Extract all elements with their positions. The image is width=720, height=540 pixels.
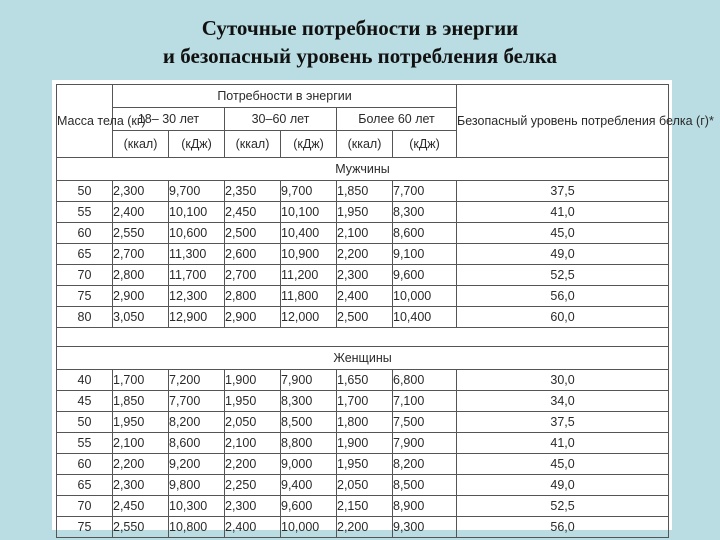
- energy-cell: 1,900: [225, 370, 281, 391]
- energy-cell: 10,000: [281, 517, 337, 538]
- protein-cell: 37,5: [457, 412, 669, 433]
- slide-title: [0, 14, 720, 70]
- energy-cell: 2,700: [225, 265, 281, 286]
- mass-cell: 50: [57, 181, 113, 202]
- age-group-header: 18– 30 лет: [113, 108, 225, 131]
- energy-cell: 2,800: [225, 286, 281, 307]
- energy-cell: 10,600: [169, 223, 225, 244]
- title-line-2: и безопасный уровень потребления белка: [162, 44, 558, 68]
- energy-cell: 1,700: [337, 391, 393, 412]
- energy-cell: 2,400: [337, 286, 393, 307]
- energy-cell: 2,700: [113, 244, 169, 265]
- table-row: [57, 391, 669, 412]
- unit-header: (кДж): [393, 131, 457, 158]
- energy-cell: 2,050: [225, 412, 281, 433]
- mass-cell: 50: [57, 412, 113, 433]
- energy-cell: 9,300: [393, 517, 457, 538]
- energy-cell: 8,900: [393, 496, 457, 517]
- energy-cell: 7,900: [393, 433, 457, 454]
- age-group-header: 30–60 лет: [225, 108, 337, 131]
- mass-cell: 60: [57, 454, 113, 475]
- energy-cell: 9,100: [393, 244, 457, 265]
- energy-cell: 11,800: [281, 286, 337, 307]
- unit-header: (ккал): [113, 131, 169, 158]
- protein-cell: 52,5: [457, 265, 669, 286]
- energy-cell: 1,650: [337, 370, 393, 391]
- energy-cell: 2,200: [337, 244, 393, 265]
- mass-cell: 60: [57, 223, 113, 244]
- women-section-label: Женщины: [57, 347, 669, 370]
- energy-cell: 8,300: [393, 202, 457, 223]
- energy-cell: 2,500: [225, 223, 281, 244]
- energy-cell: 2,300: [337, 265, 393, 286]
- energy-cell: 2,400: [113, 202, 169, 223]
- energy-cell: 7,100: [393, 391, 457, 412]
- energy-cell: 2,200: [113, 454, 169, 475]
- energy-cell: 2,550: [113, 517, 169, 538]
- energy-cell: 2,250: [225, 475, 281, 496]
- protein-cell: 49,0: [457, 244, 669, 265]
- men-section-row: [57, 158, 669, 181]
- energy-cell: 8,300: [281, 391, 337, 412]
- mass-cell: 75: [57, 517, 113, 538]
- energy-cell: 9,200: [169, 454, 225, 475]
- table-row: [57, 517, 669, 538]
- energy-cell: 8,200: [169, 412, 225, 433]
- energy-cell: 7,200: [169, 370, 225, 391]
- energy-cell: 2,200: [337, 517, 393, 538]
- energy-cell: 2,450: [113, 496, 169, 517]
- energy-cell: 11,300: [169, 244, 225, 265]
- energy-cell: 12,300: [169, 286, 225, 307]
- energy-cell: 2,100: [337, 223, 393, 244]
- energy-cell: 8,500: [393, 475, 457, 496]
- energy-cell: 7,500: [393, 412, 457, 433]
- energy-header: Потребности в энергии: [113, 85, 457, 108]
- mass-header: Масса тела (кг): [57, 85, 113, 158]
- energy-cell: 1,950: [113, 412, 169, 433]
- energy-cell: 6,800: [393, 370, 457, 391]
- energy-cell: 2,300: [113, 181, 169, 202]
- energy-cell: 9,600: [393, 265, 457, 286]
- energy-cell: 8,600: [393, 223, 457, 244]
- mass-cell: 40: [57, 370, 113, 391]
- energy-cell: 7,700: [393, 181, 457, 202]
- energy-cell: 1,900: [337, 433, 393, 454]
- mass-cell: 70: [57, 265, 113, 286]
- table-row: [57, 307, 669, 328]
- energy-cell: 1,700: [113, 370, 169, 391]
- protein-cell: 56,0: [457, 517, 669, 538]
- energy-cell: 8,200: [393, 454, 457, 475]
- women-section-row: [57, 347, 669, 370]
- mass-cell: 65: [57, 244, 113, 265]
- mass-cell: 75: [57, 286, 113, 307]
- energy-cell: 7,700: [169, 391, 225, 412]
- age-group-header: Более 60 лет: [337, 108, 457, 131]
- table-row: [57, 496, 669, 517]
- energy-cell: 9,400: [281, 475, 337, 496]
- energy-cell: 10,900: [281, 244, 337, 265]
- table-row: [57, 223, 669, 244]
- mass-cell: 65: [57, 475, 113, 496]
- mass-cell: 55: [57, 202, 113, 223]
- energy-cell: 11,700: [169, 265, 225, 286]
- mass-cell: 55: [57, 433, 113, 454]
- protein-cell: 45,0: [457, 454, 669, 475]
- energy-cell: 2,550: [113, 223, 169, 244]
- energy-cell: 8,600: [169, 433, 225, 454]
- energy-protein-table: [56, 84, 714, 538]
- unit-header: (кДж): [281, 131, 337, 158]
- energy-cell: 2,100: [225, 433, 281, 454]
- energy-cell: 11,200: [281, 265, 337, 286]
- protein-cell: 45,0: [457, 223, 669, 244]
- protein-cell: 41,0: [457, 202, 669, 223]
- energy-cell: 10,400: [281, 223, 337, 244]
- energy-cell: 2,300: [225, 496, 281, 517]
- women-rows: [57, 370, 669, 538]
- energy-cell: 2,450: [225, 202, 281, 223]
- energy-cell: 12,900: [169, 307, 225, 328]
- energy-cell: 10,400: [393, 307, 457, 328]
- protein-header: Безопасный уровень потребления белка (г)*: [457, 85, 669, 158]
- table-row: [57, 265, 669, 286]
- table-row: [57, 181, 669, 202]
- energy-cell: 9,700: [281, 181, 337, 202]
- energy-cell: 2,600: [225, 244, 281, 265]
- energy-cell: 9,800: [169, 475, 225, 496]
- energy-cell: 10,300: [169, 496, 225, 517]
- table-row: [57, 370, 669, 391]
- protein-cell: 56,0: [457, 286, 669, 307]
- title-line-1: Суточные потребности в энергии: [201, 16, 519, 40]
- energy-cell: 2,900: [113, 286, 169, 307]
- energy-cell: 1,950: [337, 202, 393, 223]
- energy-cell: 9,600: [281, 496, 337, 517]
- table-image: [52, 80, 714, 534]
- protein-cell: 41,0: [457, 433, 669, 454]
- mass-cell: 80: [57, 307, 113, 328]
- men-section-label: Мужчины: [57, 158, 669, 181]
- protein-cell: 49,0: [457, 475, 669, 496]
- table-row: [57, 202, 669, 223]
- protein-cell: 52,5: [457, 496, 669, 517]
- energy-cell: 2,050: [337, 475, 393, 496]
- energy-cell: 1,950: [337, 454, 393, 475]
- energy-cell: 9,000: [281, 454, 337, 475]
- protein-cell: 37,5: [457, 181, 669, 202]
- energy-cell: 2,350: [225, 181, 281, 202]
- energy-cell: 2,900: [225, 307, 281, 328]
- table-row: [57, 412, 669, 433]
- energy-cell: 1,800: [337, 412, 393, 433]
- table-row: [57, 433, 669, 454]
- unit-header: (ккал): [337, 131, 393, 158]
- energy-cell: 12,000: [281, 307, 337, 328]
- energy-cell: 2,300: [113, 475, 169, 496]
- unit-header: (ккал): [225, 131, 281, 158]
- table-row: [57, 286, 669, 307]
- protein-cell: 34,0: [457, 391, 669, 412]
- spacer-row: [57, 328, 669, 347]
- spacer-cell: [57, 328, 669, 347]
- energy-cell: 2,200: [225, 454, 281, 475]
- table-row: [57, 244, 669, 265]
- table-row: [57, 475, 669, 496]
- table-row: [57, 454, 669, 475]
- energy-cell: 10,800: [169, 517, 225, 538]
- energy-cell: 2,500: [337, 307, 393, 328]
- header-row-1: [57, 85, 669, 108]
- energy-cell: 9,700: [169, 181, 225, 202]
- energy-cell: 10,100: [281, 202, 337, 223]
- energy-cell: 1,850: [113, 391, 169, 412]
- men-rows: [57, 181, 669, 328]
- energy-cell: 3,050: [113, 307, 169, 328]
- mass-cell: 70: [57, 496, 113, 517]
- energy-cell: 10,100: [169, 202, 225, 223]
- energy-cell: 1,850: [337, 181, 393, 202]
- energy-cell: 7,900: [281, 370, 337, 391]
- mass-cell: 45: [57, 391, 113, 412]
- energy-cell: 8,800: [281, 433, 337, 454]
- energy-cell: 2,400: [225, 517, 281, 538]
- protein-cell: 60,0: [457, 307, 669, 328]
- energy-cell: 2,100: [113, 433, 169, 454]
- energy-cell: 10,000: [393, 286, 457, 307]
- energy-cell: 2,150: [337, 496, 393, 517]
- energy-cell: 2,800: [113, 265, 169, 286]
- energy-cell: 8,500: [281, 412, 337, 433]
- protein-cell: 30,0: [457, 370, 669, 391]
- energy-cell: 1,950: [225, 391, 281, 412]
- unit-header: (кДж): [169, 131, 225, 158]
